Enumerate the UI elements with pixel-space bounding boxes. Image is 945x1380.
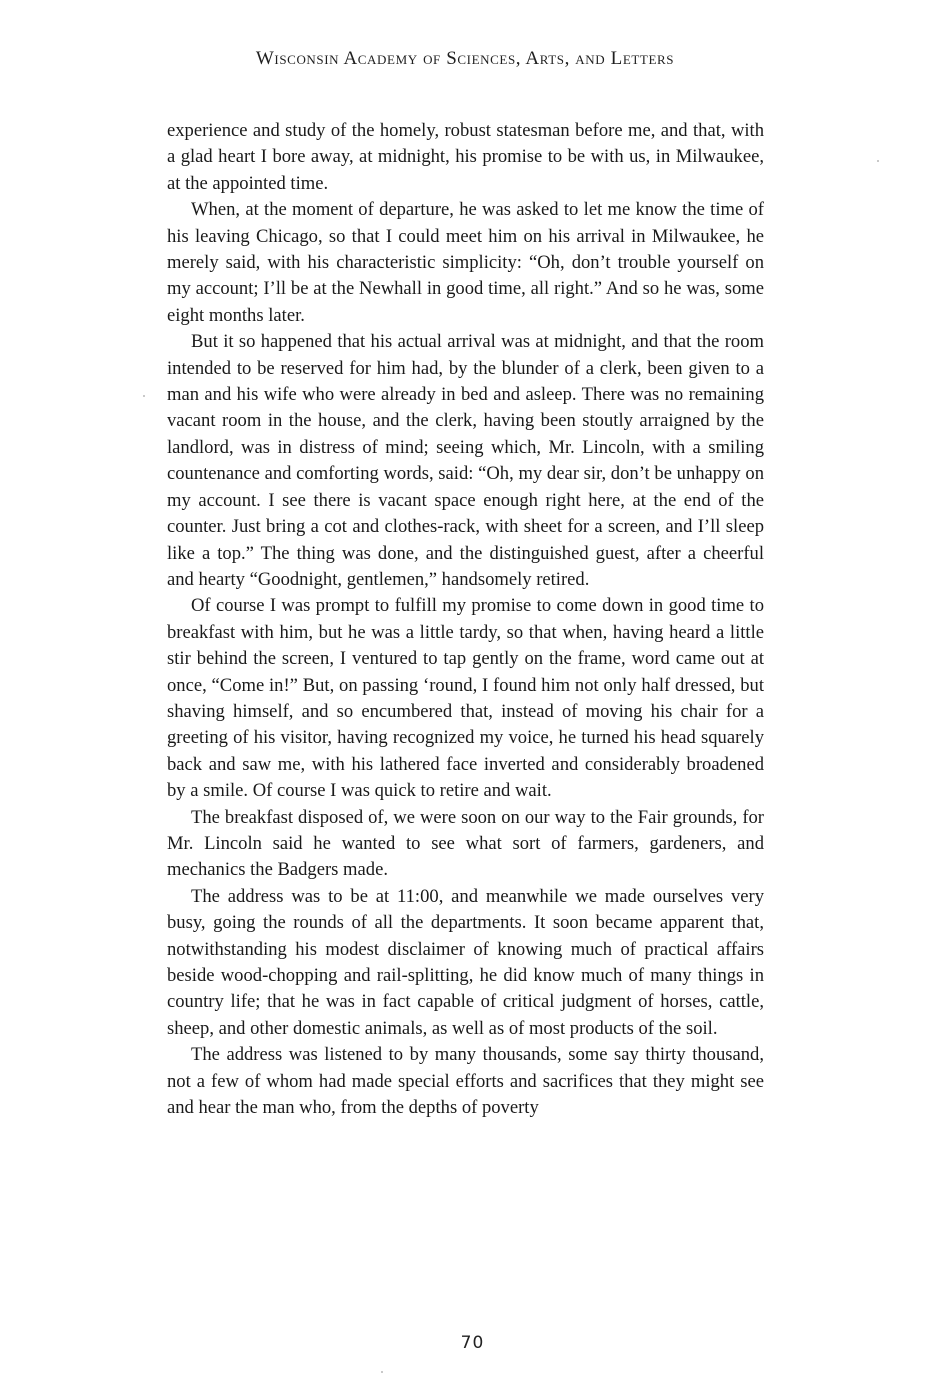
- scan-speck: [877, 160, 879, 162]
- scan-speck: [143, 395, 145, 397]
- paragraph-5: The breakfast disposed of, we were soon on our way to the Fair grounds, for Mr. Lincoln said he wanted to see what sort of farmers, gardeners, and mechanics the Badgers made.: [167, 806, 764, 881]
- paragraph-3: But it so happened that his actual arrival was at midnight, and that the room intended to be reserved for him had, by the blunder of a clerk, been given to a man and his wife who were already in bed and asleep. There was no remaining vacant room in the house, and the clerk, having been stoutly arraigned by the landlord, was in distress of mind; seeing which, Mr. Lincoln, with a smiling countenance and comforting words, said: “Oh, my dear sir, don’t be unhappy on my account. I see there is vacant space enough right here, at the end of the counter. Just bring a cot and clothes-rack, with sheet for a screen, and I’ll sleep like a top.” The thing was done, and the distinguished guest, after a cheerful and hearty “Goodnight, gentlemen,” handsomely retired.: [167, 331, 764, 590]
- scan-speck: [381, 1371, 383, 1373]
- page-number: 70: [460, 1333, 485, 1353]
- paragraph-7: The address was listened to by many thousands, some say thirty thousand, not a few of whom had made special efforts and sacrifices that they might see and hear the man who, from the depths of poverty: [167, 1044, 764, 1119]
- body-text: [167, 118, 764, 1121]
- paragraph-4: Of course I was prompt to fulfill my promise to come down in good time to breakfast with him, but he was a little tardy, so that when, having heard a little stir behind the screen, I ventured to tap gently on the frame, word came out at once, “Come in!” But, on passing ‘round, I found him not only half dressed, but shaving himself, and so encumbered that, instead of moving his chair for a greeting of his visitor, having recognized my voice, he turned his head squarely back and saw me, with his lathered face inverted and considerably broadened by a smile. Of course I was quick to retire and wait.: [167, 595, 764, 802]
- paragraph-1: experience and study of the homely, robust statesman before me, and that, with a glad heart I bore away, at midnight, his promise to be with us, in Milwaukee, at the appointed time.: [167, 120, 764, 194]
- paragraph-2: When, at the moment of departure, he was asked to let me know the time of his leaving Chicago, so that I could meet him on his arrival in Milwaukee, he merely said, with his characteristic simplicity: “Oh, don’t trouble yourself on my account; I’ll be at the Newhall in good time, all right.” And so he was, some eight months later.: [167, 199, 764, 326]
- paragraph-6: The address was to be at 11:00, and meanwhile we made ourselves very busy, going the rounds of all the departments. It soon became apparent that, notwithstanding his modest disclaimer of knowing much of practical affairs beside wood-chopping and rail-splitting, he did know much of many things in country life; that he was in fact capable of critical judgment of horses, cattle, sheep, and other domestic animals, as well as of most products of the soil.: [167, 885, 764, 1039]
- running-head: Wisconsin Academy of Sciences, Arts, and Letters: [255, 48, 675, 69]
